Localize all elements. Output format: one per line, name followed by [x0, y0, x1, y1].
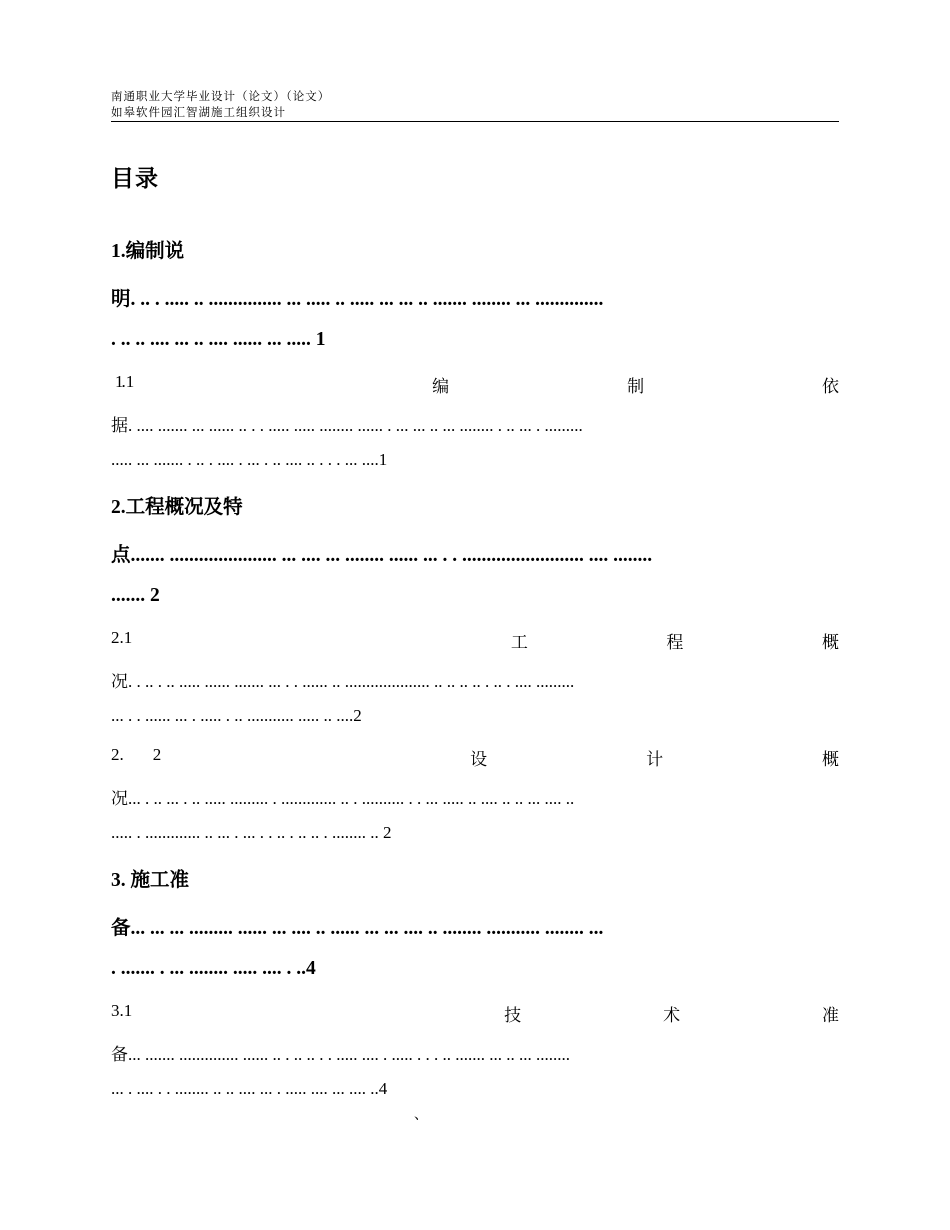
toc-entry-2-2-line-1[interactable] — [111, 745, 839, 770]
toc-entry-3-1-part: 术 — [663, 1006, 681, 1025]
toc-entry-2-1-part: 2.1 — [111, 628, 133, 647]
header-rule — [111, 121, 839, 122]
header-line-1: 南通职业大学毕业设计（论文）（论文） — [111, 89, 331, 103]
toc-entry-2-line-3[interactable]: ....... 2 — [111, 585, 160, 606]
header-line-2: 如皋软件园汇智湖施工组织设计 — [111, 105, 286, 119]
toc-entry-3-1-part: 3.1 — [111, 1001, 133, 1020]
toc-entry-2-1-part: 程 — [666, 633, 684, 652]
toc-entry-2-line-1[interactable]: 2.工程概况及特 — [111, 497, 243, 518]
toc-entry-2-2-part: 计 — [646, 750, 664, 769]
toc-entry-2-2-part: 概 — [822, 750, 839, 769]
toc-entry-1-1-part: .1 — [121, 372, 135, 391]
toc-entry-1-1-part: 1 — [115, 372, 124, 391]
toc-entry-1-1-line-1[interactable] — [111, 372, 839, 397]
toc-entry-2-1-line-3[interactable]: ... . . ...... ... . ..... . .. ........... ..... .. ....2 — [111, 706, 362, 725]
toc-entry-3-1-line-2[interactable]: 备... ....... .............. ...... .. . .. .. . . ..... .... . ..... . . . .. ....... ... .. ... ........ — [111, 1045, 570, 1064]
toc-entry-2-1-part: 概 — [821, 633, 839, 652]
toc-entry-1-1-part: 制 — [627, 377, 645, 396]
toc-entry-2-1-line-2[interactable]: 况. . .. . .. ..... ...... ....... ... . . ...... .. .................... .. .. .. .. . .. . .... ......... — [111, 672, 575, 691]
toc-entry-1-line-1[interactable]: 1.编制说 — [111, 241, 185, 262]
toc-entry-1-1-part: 编 — [432, 377, 450, 396]
toc-entry-1-1-line-3[interactable]: ..... ... ....... . .. . .... . ... . .. .... .. . . . ... ....1 — [111, 450, 388, 469]
footer-mark: 、 — [414, 1108, 428, 1123]
toc-entry-1-1-line-2[interactable]: 据. .... ....... ... ...... .. . . ..... ..... ........ ...... . ... ... .. ... ........ . .. ... . ......... — [111, 416, 583, 435]
toc-entry-3-1-line-1[interactable] — [111, 1001, 839, 1026]
toc-entry-3-1-part: 准 — [821, 1006, 839, 1025]
toc-entry-3-1-line-3[interactable]: ... . .... . . ........ .. .. .... ... . ..... .... ... .... ..4 — [111, 1079, 388, 1098]
toc-entry-2-2-line-2[interactable]: 况... . .. ... . .. ..... ......... . ............. .. . .......... . . ... ..... .. .... .. .. ... .... .. — [111, 789, 575, 808]
toc-entry-2-2-part: 2 — [152, 745, 162, 764]
toc-entry-3-line-3[interactable]: . ....... . ... ........ ..... .... . ..4 — [111, 958, 316, 979]
toc-entry-2-2-part: 2. — [111, 745, 124, 764]
toc-entry-2-2-part: 设 — [470, 750, 488, 769]
page-header — [111, 88, 839, 120]
toc-entry-1-1-part: 依 — [822, 377, 839, 396]
toc-entry-1-line-2[interactable]: 明. .. . ..... .. ............... ... ..... .. ..... ... ... .. ....... ........ ... .............. — [111, 289, 604, 310]
toc-entry-2-1-part: 工 — [510, 633, 528, 652]
toc-entry-2-line-2[interactable]: 点....... ...................... ... .... ... ........ ...... ... . . ......................... .... ........ — [111, 545, 653, 566]
toc-entry-3-1-part: 技 — [504, 1006, 522, 1025]
toc-entry-1-line-3[interactable]: . .. .. .... ... .. .... ...... ... ..... 1 — [111, 329, 326, 350]
toc-entry-2-2-line-3[interactable]: ..... . ............. .. ... . ... . . .. . .. .. . ........ .. 2 — [111, 823, 392, 842]
toc-entry-3-line-1[interactable]: 3. 施工准 — [111, 870, 190, 891]
toc-title: 目录 — [111, 166, 159, 192]
toc-entry-2-1-line-1[interactable] — [111, 628, 839, 653]
toc-entry-3-line-2[interactable]: 备... ... ... ......... ...... ... .... .. ...... ... ... .... .. ........ ........... ........ ... — [111, 918, 604, 939]
